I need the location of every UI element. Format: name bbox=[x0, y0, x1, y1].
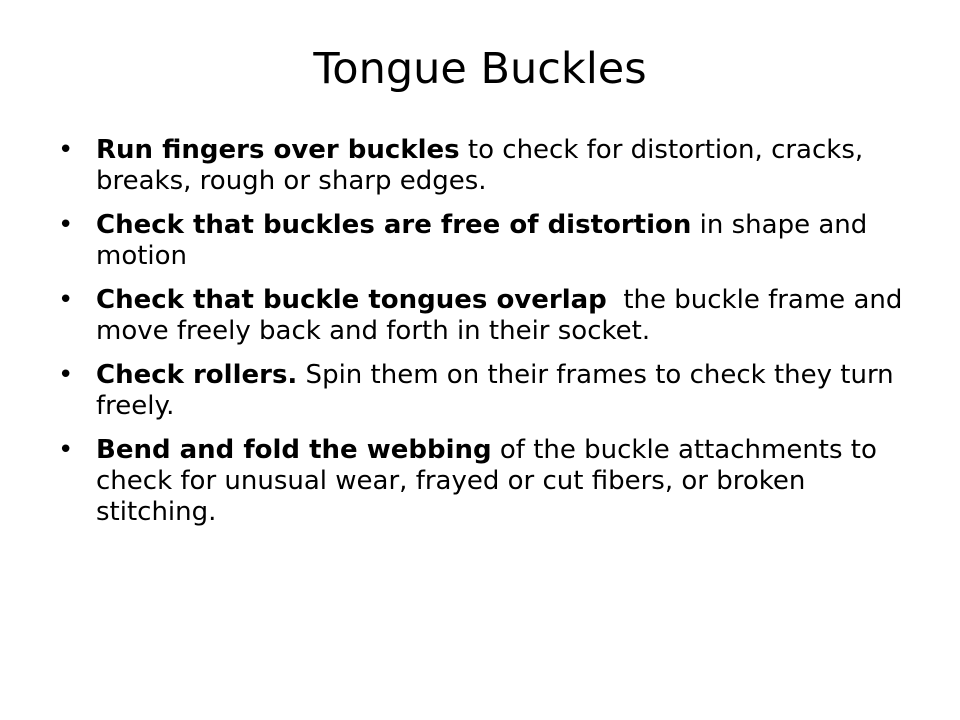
bullet-dot-icon: • bbox=[58, 435, 74, 465]
bullet-text: the buckle frame and move freely back and forth in their socket. bbox=[96, 285, 911, 346]
bullet-bold-text: Check that buckles are free of distortion bbox=[96, 210, 692, 240]
bullet-text: of the buckle attachments to check for unusual wear, frayed or cut fibers, or broken stitching. bbox=[96, 435, 877, 527]
bullet-text: in shape and motion bbox=[96, 210, 868, 271]
bullet-text: to check for distortion, cracks, breaks, rough or sharp edges. bbox=[96, 135, 864, 196]
bullet-dot-icon: • bbox=[58, 135, 74, 165]
slide-title: Tongue Buckles bbox=[313, 44, 647, 94]
bullet-bold-text: Check rollers. bbox=[96, 360, 298, 390]
bullet-text: Spin them on their frames to check they turn freely. bbox=[96, 360, 894, 421]
bullet-dot-icon: • bbox=[58, 210, 74, 240]
bullet-item-check-distortion bbox=[56, 210, 916, 272]
bullet-dot-icon: • bbox=[58, 285, 74, 315]
bullet-bold-text: Check that buckle tongues overlap bbox=[96, 285, 607, 315]
bullet-bold-text: Run fingers over buckles bbox=[96, 135, 460, 165]
bullet-dot-icon: • bbox=[58, 360, 74, 390]
bullet-list bbox=[56, 135, 916, 541]
bullet-item-check-rollers bbox=[56, 360, 916, 422]
bullet-item-bend-webbing bbox=[56, 435, 916, 528]
bullet-item-check-tongues bbox=[56, 285, 916, 347]
bullet-item-run-fingers bbox=[56, 135, 916, 197]
bullet-bold-text: Bend and fold the webbing bbox=[96, 435, 492, 465]
